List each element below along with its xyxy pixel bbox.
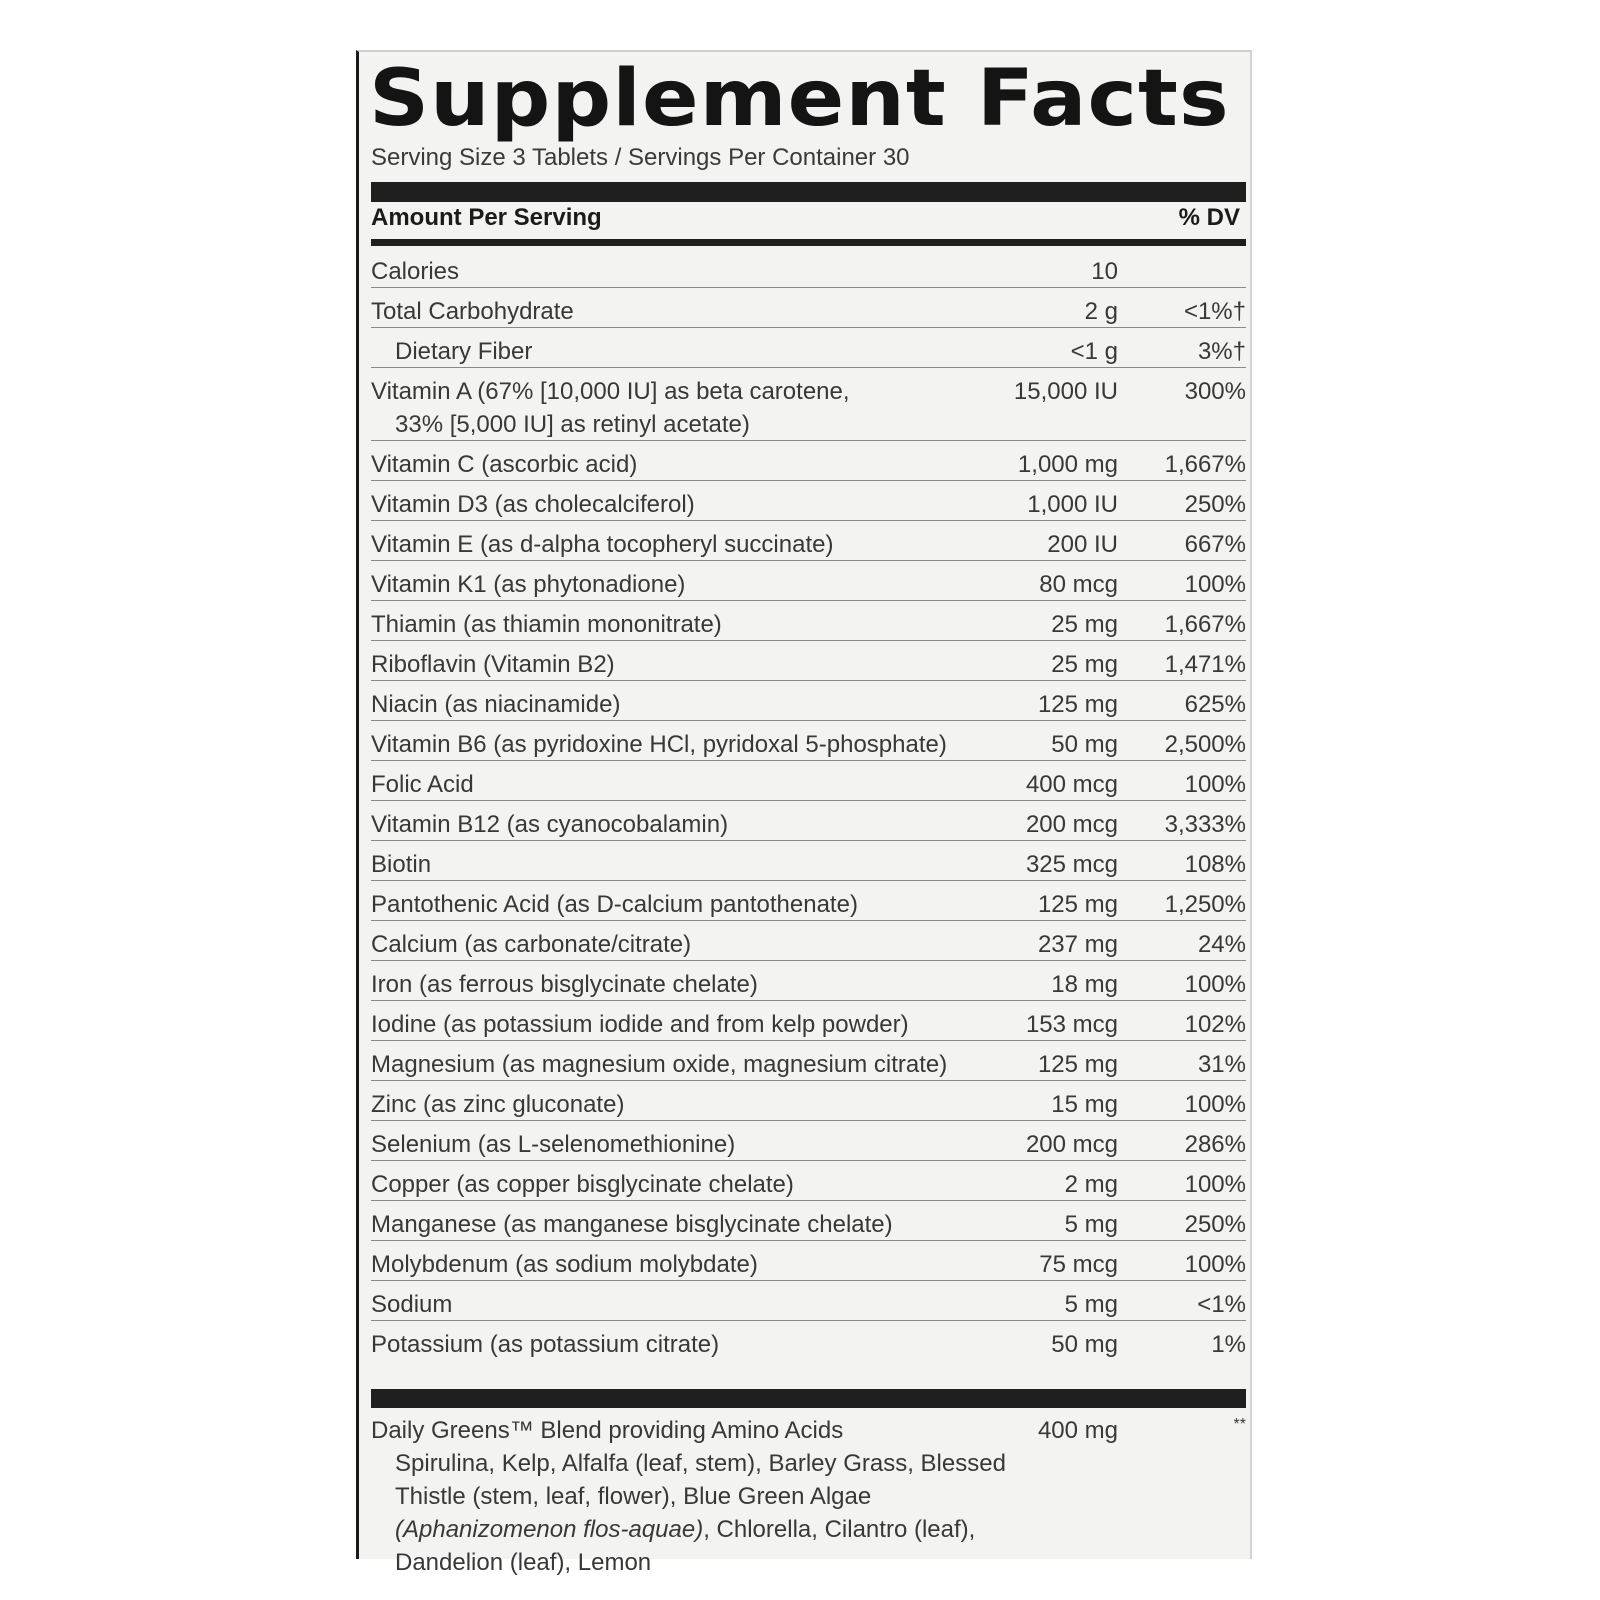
nutrient-amount: 75 mcg (1039, 1251, 1118, 1278)
nutrient-row (371, 681, 1246, 721)
panel-title: Supplement Facts (369, 54, 1230, 144)
blend-ingredients-latin: (Aphanizomenon flos-aquae) (395, 1516, 704, 1543)
blend-dv: ** (1233, 1416, 1246, 1433)
nutrient-row (371, 561, 1246, 601)
nutrient-row (371, 288, 1246, 328)
nutrient-name: Zinc (as zinc gluconate) (371, 1091, 625, 1118)
nutrient-row (371, 248, 1246, 288)
nutrient-amount: 50 mg (1051, 731, 1118, 758)
nutrient-name: Potassium (as potassium citrate) (371, 1331, 720, 1358)
amount-per-serving-header: Amount Per Serving (371, 204, 602, 231)
blend-ingredients-text-end: , Chlorella, Cilantro (leaf), Dandelion (leaf), Lemon (395, 1516, 976, 1576)
nutrient-name: Vitamin B12 (as cyanocobalamin) (371, 811, 729, 838)
nutrient-name: Pantothenic Acid (as D-calcium pantothenate) (371, 891, 858, 918)
nutrient-row (371, 721, 1246, 761)
nutrient-name: Riboflavin (Vitamin B2) (371, 651, 615, 678)
nutrient-dv: 100% (1184, 571, 1246, 598)
nutrient-row (371, 921, 1246, 961)
nutrient-row (371, 441, 1246, 481)
nutrient-amount: 400 mcg (1025, 771, 1118, 798)
nutrient-name: Vitamin D3 (as cholecalciferol) (371, 491, 695, 518)
nutrient-dv: 2,500% (1164, 731, 1246, 758)
nutrient-row (371, 1321, 1246, 1361)
nutrient-dv: 3,333% (1164, 811, 1246, 838)
nutrient-amount: 80 mcg (1039, 571, 1118, 598)
nutrient-amount: 15,000 IU (1013, 378, 1118, 405)
divider-bar-top (371, 182, 1246, 202)
nutrient-row (371, 1121, 1246, 1161)
nutrient-row (371, 328, 1246, 368)
nutrient-name: Magnesium (as magnesium oxide, magnesium citrate) (371, 1051, 948, 1078)
nutrient-amount: 325 mcg (1025, 851, 1118, 878)
nutrient-row (371, 961, 1246, 1001)
nutrient-dv: <1%† (1183, 298, 1246, 325)
nutrient-dv: 1,250% (1164, 891, 1246, 918)
nutrient-amount: 153 mcg (1025, 1011, 1118, 1038)
divider-bar-header (371, 239, 1246, 246)
nutrient-amount: 1,000 mg (1017, 451, 1118, 478)
nutrient-amount: <1 g (1070, 338, 1118, 365)
nutrient-amount: 237 mg (1037, 931, 1118, 958)
nutrient-name-line1: Vitamin A (67% [10,000 IU] as beta carotene, (371, 378, 850, 405)
nutrient-amount: 125 mg (1037, 1051, 1118, 1078)
nutrient-dv: 250% (1184, 1211, 1246, 1238)
nutrient-row (371, 841, 1246, 881)
nutrient-name: Total Carbohydrate (371, 298, 574, 325)
nutrient-dv: 100% (1184, 771, 1246, 798)
supplement-facts-panel (356, 50, 1252, 1576)
nutrient-name: Vitamin K1 (as phytonadione) (371, 571, 686, 598)
nutrient-amount: 125 mg (1037, 691, 1118, 718)
nutrient-amount: 25 mg (1051, 611, 1118, 638)
divider-bar-bottom (371, 1389, 1246, 1408)
nutrient-name: Calories (371, 258, 460, 285)
nutrient-name: Folic Acid (371, 771, 474, 798)
nutrient-dv: 250% (1184, 491, 1246, 518)
blend-ingredients-text: Spirulina, Kelp, Alfalfa (leaf, stem), Barley Grass, Blessed Thistle (stem, leaf, flower), Blue Green Algae (395, 1450, 1006, 1510)
proprietary-blend (371, 1414, 1246, 1579)
nutrient-amount: 15 mg (1051, 1091, 1118, 1118)
nutrient-amount: 125 mg (1037, 891, 1118, 918)
nutrient-dv: 1,667% (1164, 451, 1246, 478)
nutrient-name: Copper (as copper bisglycinate chelate) (371, 1171, 794, 1198)
nutrient-name: Biotin (371, 851, 432, 878)
nutrient-dv: 1,667% (1164, 611, 1246, 638)
nutrient-name: Niacin (as niacinamide) (371, 691, 621, 718)
nutrient-name-line2: 33% [5,000 IU] as retinyl acetate) (395, 411, 750, 438)
nutrient-name: Manganese (as manganese bisglycinate chelate) (371, 1211, 893, 1238)
nutrient-dv: 24% (1197, 931, 1246, 958)
nutrient-name: Sodium (371, 1291, 453, 1318)
blend-ingredients (371, 1447, 1025, 1579)
nutrient-amount: 200 mcg (1025, 811, 1118, 838)
nutrient-row (371, 641, 1246, 681)
nutrient-name: Dietary Fiber (395, 338, 533, 365)
nutrient-dv: 286% (1184, 1131, 1246, 1158)
serving-info: Serving Size 3 Tablets / Servings Per Container 30 (371, 144, 910, 171)
nutrient-dv: 625% (1184, 691, 1246, 718)
nutrient-dv: 102% (1184, 1011, 1246, 1038)
nutrient-row (371, 1001, 1246, 1041)
nutrient-name: Iodine (as potassium iodide and from kelp powder) (371, 1011, 909, 1038)
nutrient-name: Calcium (as carbonate/citrate) (371, 931, 692, 958)
nutrient-row (371, 368, 1246, 441)
nutrient-row (371, 601, 1246, 641)
nutrient-name: Selenium (as L-selenomethionine) (371, 1131, 736, 1158)
nutrient-row (371, 1241, 1246, 1281)
nutrient-amount: 18 mg (1051, 971, 1118, 998)
nutrient-dv: 108% (1184, 851, 1246, 878)
nutrient-row (371, 521, 1246, 561)
nutrient-name: Thiamin (as thiamin mononitrate) (371, 611, 722, 638)
nutrient-row (371, 761, 1246, 801)
nutrient-row (371, 1041, 1246, 1081)
blend-amount: 400 mg (1037, 1417, 1118, 1444)
nutrient-name (371, 375, 850, 441)
nutrient-amount: 50 mg (1051, 1331, 1118, 1358)
nutrient-dv: 3%† (1197, 338, 1246, 365)
nutrient-dv: 100% (1184, 1171, 1246, 1198)
nutrient-row (371, 1281, 1246, 1321)
nutrient-amount: 5 mg (1064, 1211, 1118, 1238)
nutrient-row (371, 881, 1246, 921)
nutrient-name: Vitamin E (as d-alpha tocopheryl succinate) (371, 531, 834, 558)
nutrient-dv: <1% (1197, 1291, 1246, 1318)
nutrient-amount: 2 g (1084, 298, 1118, 325)
nutrient-dv: 100% (1184, 1251, 1246, 1278)
nutrient-amount: 5 mg (1064, 1291, 1118, 1318)
nutrient-name: Molybdenum (as sodium molybdate) (371, 1251, 758, 1278)
nutrient-amount: 1,000 IU (1027, 491, 1118, 518)
daily-value-header: % DV (1178, 204, 1240, 231)
nutrient-row (371, 1201, 1246, 1241)
nutrient-dv: 100% (1184, 971, 1246, 998)
nutrient-amount: 25 mg (1051, 651, 1118, 678)
nutrient-amount: 200 IU (1047, 531, 1118, 558)
nutrient-row (371, 1081, 1246, 1121)
nutrient-name: Vitamin C (ascorbic acid) (371, 451, 638, 478)
nutrient-row (371, 481, 1246, 521)
nutrient-name: Vitamin B6 (as pyridoxine HCl, pyridoxal 5-phosphate) (371, 731, 947, 758)
nutrient-dv: 1% (1211, 1331, 1246, 1358)
nutrient-row (371, 1161, 1246, 1201)
nutrient-amount: 10 (1091, 258, 1118, 285)
nutrient-dv: 300% (1184, 378, 1246, 405)
nutrient-amount: 2 mg (1064, 1171, 1118, 1198)
nutrient-dv: 31% (1197, 1051, 1246, 1078)
nutrient-amount: 200 mcg (1025, 1131, 1118, 1158)
nutrient-dv: 667% (1184, 531, 1246, 558)
nutrient-name: Iron (as ferrous bisglycinate chelate) (371, 971, 758, 998)
nutrient-dv: 100% (1184, 1091, 1246, 1118)
nutrient-table (371, 248, 1246, 1361)
blend-name: Daily Greens™ Blend providing Amino Acids (371, 1417, 844, 1444)
nutrient-row (371, 801, 1246, 841)
nutrient-dv: 1,471% (1164, 651, 1246, 678)
